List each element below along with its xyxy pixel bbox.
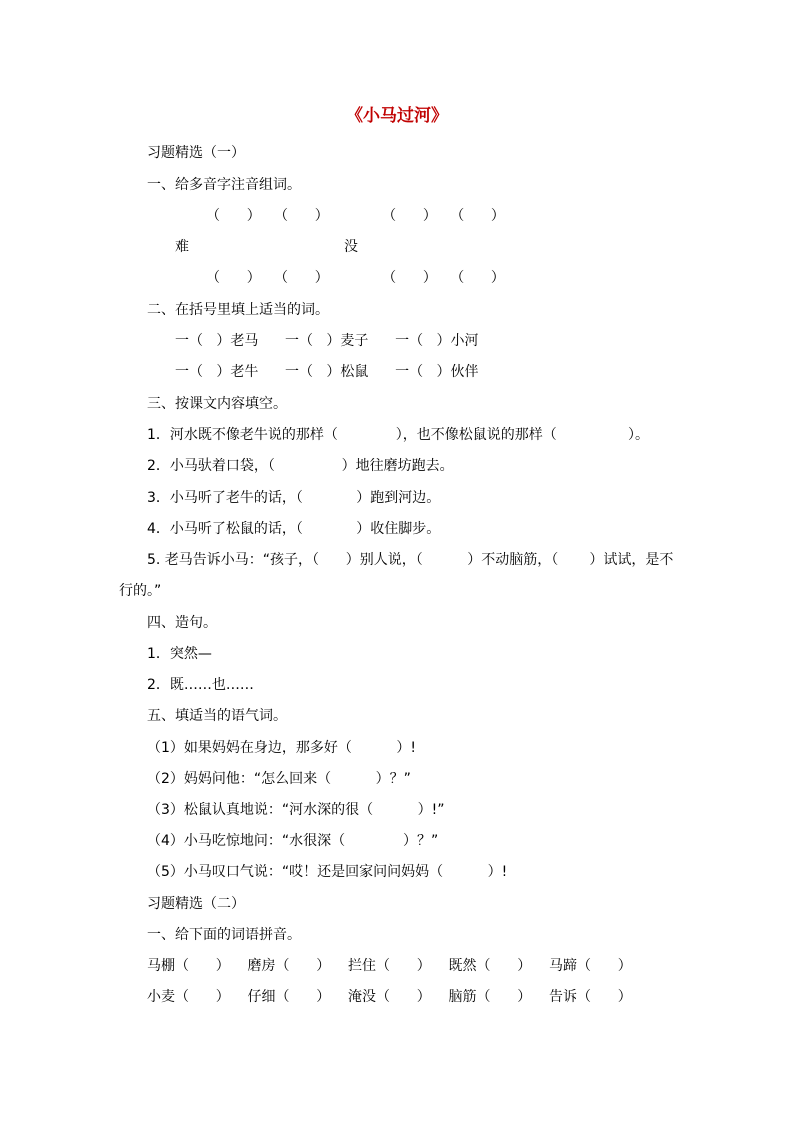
section2-heading: 习题精选（二）: [147, 896, 245, 912]
q5-item5: （5）小马叹口气说：“哎！还是回家问问妈妈（ ）!: [147, 864, 508, 880]
document-title: 《小马过河》: [346, 106, 448, 126]
q4-item1: 1．突然—: [147, 646, 212, 662]
q3-item2: 2．小马驮着口袋，（ ）地往磨坊跑去。: [147, 458, 454, 474]
s2-q1-row1: 马棚（ ） 磨房（ ） 拦住（ ） 既然（ ） 马蹄（ ）: [147, 958, 632, 974]
q5-item1: （1）如果妈妈在身边，那多好（ ）!: [147, 740, 417, 756]
q4-title: 四、造句。: [147, 615, 217, 631]
q1-char-b: 没: [344, 239, 358, 255]
q3-item1: 1．河水既不像老牛说的那样（ ），也不像松鼠说的那样（ ）。: [147, 427, 649, 443]
q5-item2: （2）妈妈问他：“怎么回来（ ）？”: [147, 771, 411, 787]
q5-item4: （4）小马吃惊地问：“水很深（ ）？”: [147, 833, 439, 849]
q3-item3: 3．小马听了老牛的话，（ ）跑到河边。: [147, 490, 441, 506]
section1-heading: 习题精选（一）: [147, 145, 245, 161]
s2-q1-title: 一、给下面的词语拼音。: [147, 927, 301, 943]
q2-row2: 一（ ）老牛 一（ ）松鼠 一（ ）伙伴: [175, 364, 479, 380]
q1-char-a: 难: [175, 239, 189, 255]
q5-title: 五、填适当的语气词。: [147, 708, 287, 724]
q4-item2: 2．既……也……: [147, 677, 254, 693]
q3-item5: 5. 老马告诉小马：“孩子，（ ）别人说，（ ）不动脑筋，（ ）试试，是不: [147, 552, 674, 568]
q1-blank-row-bottom: （ ） （ ） （ ） （ ）: [206, 270, 505, 286]
q3-item4: 4．小马听了松鼠的话，（ ）收住脚步。: [147, 521, 441, 537]
q1-blank-row-top: （ ） （ ） （ ） （ ）: [206, 208, 505, 224]
q3-title: 三、按课文内容填空。: [147, 396, 287, 412]
s2-q1-row2: 小麦（ ） 仔细（ ） 淹没（ ） 脑筋（ ） 告诉（ ）: [147, 989, 632, 1005]
q1-title: 一、给多音字注音组词。: [147, 177, 301, 193]
q5-item3: （3）松鼠认真地说：“河水深的很（ ）!”: [147, 802, 445, 818]
q2-row1: 一（ ）老马 一（ ）麦子 一（ ）小河: [175, 333, 479, 349]
q2-title: 二、在括号里填上适当的词。: [147, 302, 329, 318]
q3-item5-continued: 行的。”: [119, 583, 162, 599]
